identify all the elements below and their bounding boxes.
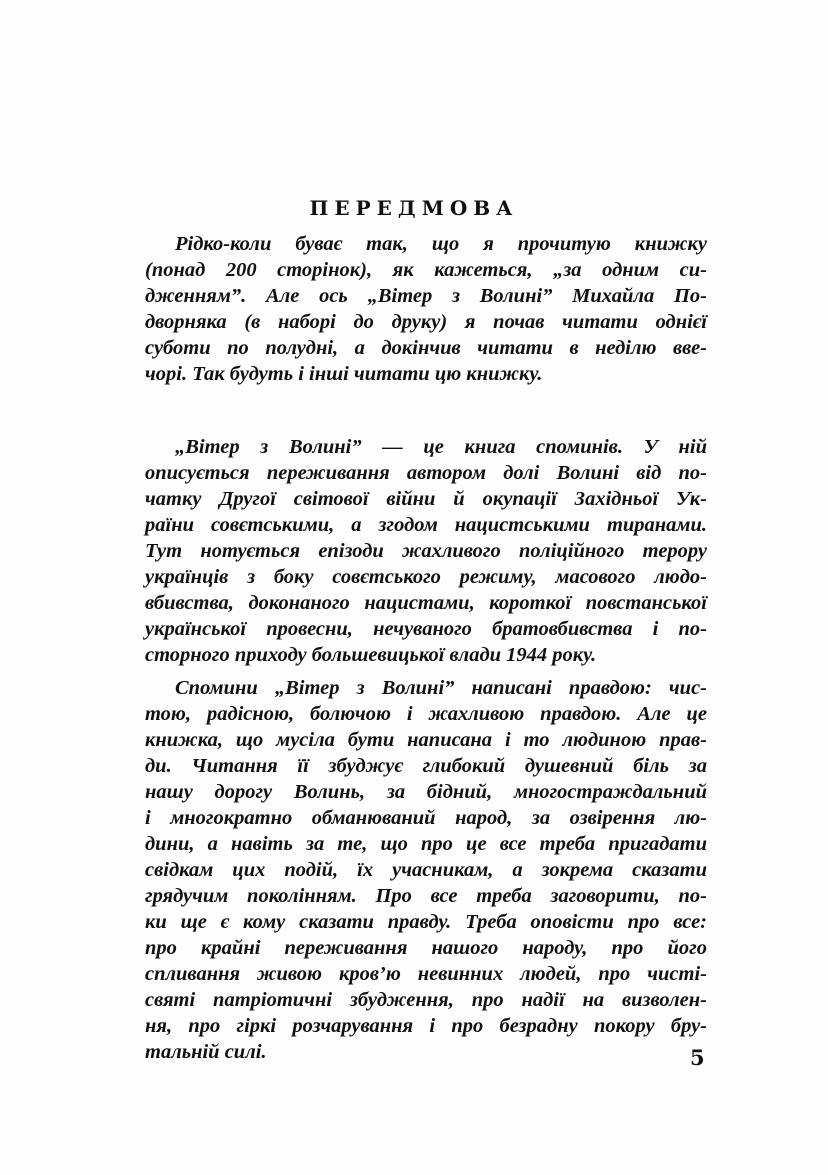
text-line: тою, радісною, болючою і жахливою правдою. Але це: [145, 703, 707, 725]
text-line: книжка, що мусіла бути написана і то людиною прав-: [145, 729, 707, 751]
text-line: чорі. Так будуть і інші читати цю книжку.: [145, 363, 543, 385]
text-line: ди. Читання її збуджує глибокий душевний біль за: [145, 755, 707, 777]
text-line: тальній силі.: [145, 1041, 267, 1063]
page-number: 5: [690, 1045, 705, 1070]
text-line: про крайні переживання нашого народу, про його: [145, 937, 707, 959]
paragraph-3: [145, 675, 707, 1065]
text-line: спливання живою кров’ю невинних людей, про чисті-: [145, 963, 707, 985]
page-title: ПЕРЕДМОВА: [309, 196, 519, 220]
text-line: Рідко-коли буває так, що я прочитую книжку: [175, 233, 707, 255]
text-line: ки ще є кому сказати правду. Треба оповісти про все:: [145, 911, 707, 933]
text-line: сторного приходу большевицької влади 1944 року.: [145, 644, 597, 666]
text-line: Тут нотується епізоди жахливого поліційного терору: [145, 540, 707, 562]
text-line: свідкам цих подій, їх учасникам, а зокрема сказати: [145, 859, 707, 881]
text-line: ня, про гіркі розчарування і про безрадну покору бру-: [145, 1015, 707, 1037]
text-line: і многократно обманюваний народ, за озвірення лю-: [145, 807, 707, 829]
text-line: описується переживання автором долі Волині від по-: [145, 462, 707, 484]
text-line: дворняка (в наборі до друку) я почав читати однієї: [145, 311, 707, 333]
text-line: „Вітер з Волині” — це книга споминів. У ній: [175, 436, 707, 458]
paragraph-2: [145, 434, 707, 668]
text-line: суботи по полудні, а докінчив читати в неділю вве-: [145, 337, 707, 359]
text-line: українців з боку совєтського режиму, масового людо-: [145, 566, 707, 588]
paragraph-1: [145, 231, 707, 387]
text-line: чатку Другої світової війни й окупації Західньої Ук-: [145, 488, 707, 510]
text-line: вбивства, доконаного нацистами, короткої повстанської: [145, 592, 707, 614]
text-line: Спомини „Вітер з Волині” написані правдою: чис-: [175, 677, 707, 699]
text-line: раїни совєтськими, а згодом нацистськими тиранами.: [145, 514, 707, 536]
text-line: української провесни, нечуваного братовбивства і по-: [145, 618, 707, 640]
text-line: дини, а навіть за те, що про це все треба пригадати: [145, 833, 707, 855]
text-line: святі патріотичні збудження, про надії на визволен-: [145, 989, 707, 1011]
text-line: дженням”. Але ось „Вітер з Волині” Михайла По-: [145, 285, 707, 307]
text-line: нашу дорогу Волинь, за бідний, многостраждальний: [145, 781, 707, 803]
text-line: грядучим поколінням. Про все треба заговорити, по-: [145, 885, 707, 907]
text-line: (понад 200 сторінок), як кажеться, „за одним си-: [145, 259, 707, 281]
